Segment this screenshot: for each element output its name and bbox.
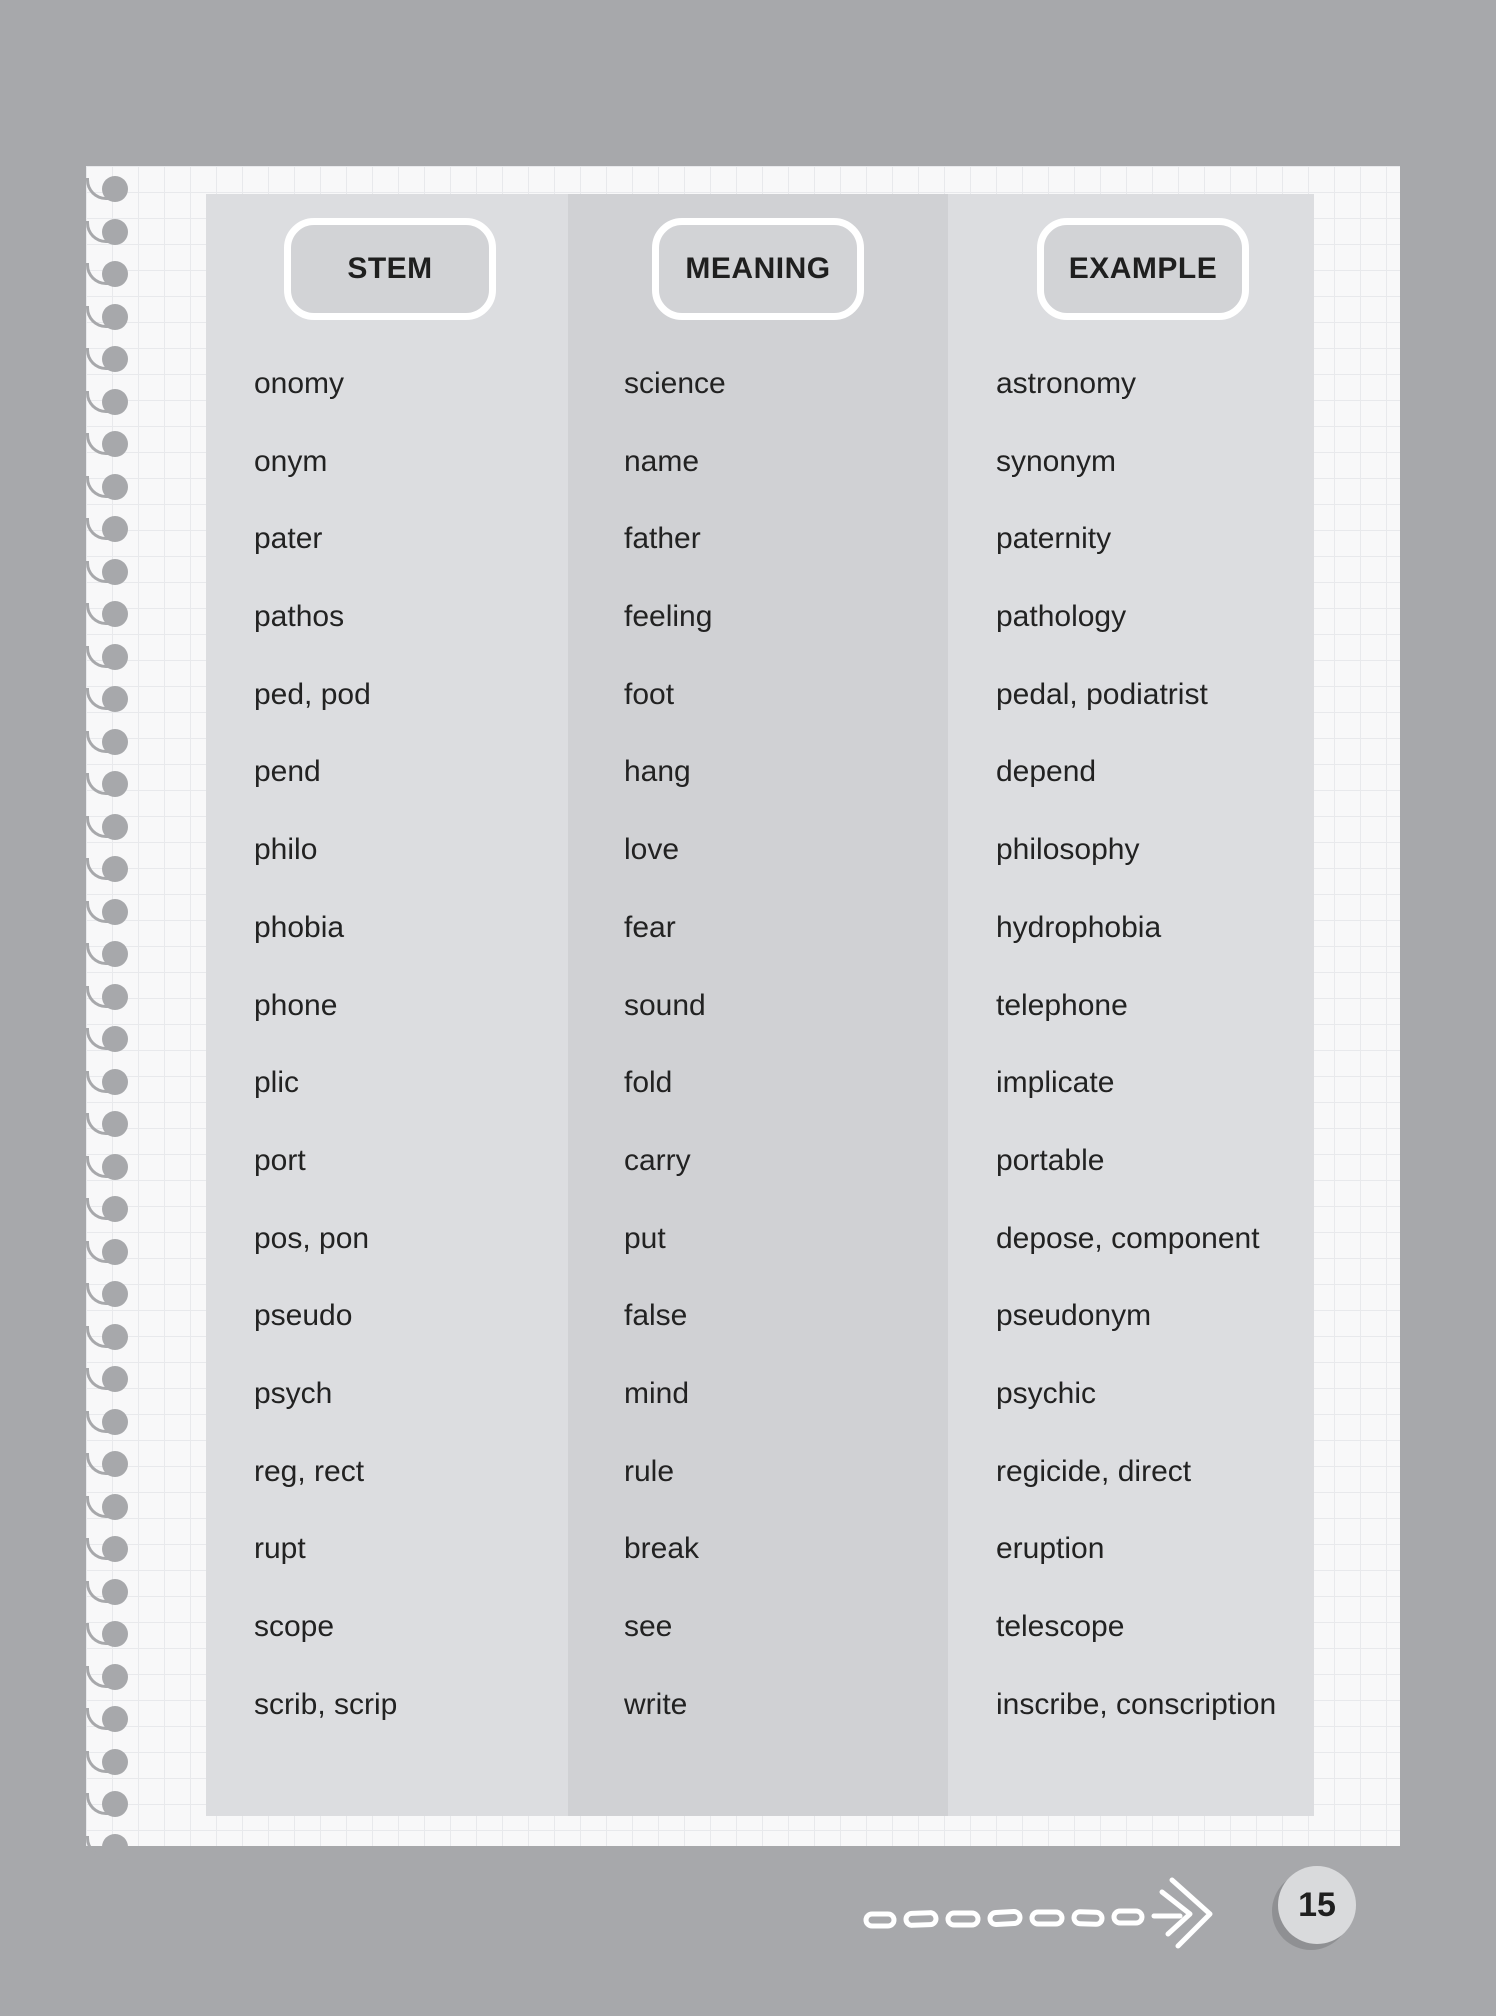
example-cell: inscribe, conscription: [996, 1687, 1277, 1721]
spiral-ring: [86, 984, 126, 1010]
example-cell: depose, component: [996, 1221, 1260, 1255]
spiral-ring: [86, 729, 126, 755]
meaning-cell: foot: [624, 677, 675, 711]
stem-cell: pend: [254, 755, 321, 789]
spiral-ring: [86, 1621, 126, 1647]
meaning-cell: love: [624, 833, 680, 867]
spiral-ring: [86, 1239, 126, 1265]
stem-cell: reg, rect: [254, 1454, 365, 1488]
meaning-cell: feeling: [624, 600, 713, 634]
stem-cell: scrib, scrip: [254, 1687, 398, 1721]
spiral-ring: [86, 559, 126, 585]
meaning-cells: [624, 364, 948, 1762]
meaning-cell: break: [624, 1532, 700, 1566]
meaning-cell: see: [624, 1610, 673, 1643]
stem-cell: plic: [254, 1066, 300, 1100]
spiral-ring: [86, 1111, 126, 1137]
spiral-ring: [86, 1069, 126, 1095]
example-cell: psychic: [996, 1376, 1097, 1410]
example-cell: regicide, direct: [996, 1454, 1192, 1488]
meaning-cell: name: [624, 444, 700, 478]
spiral-ring: [86, 304, 126, 330]
stem-cell: ped, pod: [254, 677, 371, 711]
spiral-ring: [86, 1791, 126, 1817]
spiral-ring: [86, 1664, 126, 1690]
example-cell: implicate: [996, 1066, 1115, 1100]
stem-cell: onomy: [254, 367, 345, 400]
spiral-ring: [86, 1536, 126, 1562]
spiral-ring: [86, 431, 126, 457]
stem-cell: pater: [254, 522, 323, 556]
spiral-ring: [86, 1324, 126, 1350]
spiral-ring: [86, 1834, 126, 1860]
spiral-ring: [86, 601, 126, 627]
meaning-cell: fear: [624, 910, 676, 944]
stem-cell: scope: [254, 1610, 335, 1643]
stem-cell: pseudo: [254, 1299, 353, 1333]
spiral-ring: [86, 1281, 126, 1307]
spiral-ring: [86, 516, 126, 542]
spiral-ring: [86, 1026, 126, 1052]
meaning-cell: father: [624, 522, 701, 556]
stem-cell: pos, pon: [254, 1221, 370, 1255]
spiral-ring: [86, 856, 126, 882]
meaning-cell: write: [624, 1687, 688, 1721]
example-cell: paternity: [996, 522, 1112, 556]
meaning-cell: sound: [624, 988, 706, 1022]
spiral-ring: [86, 771, 126, 797]
spiral-ring: [86, 1409, 126, 1435]
meaning-cell: fold: [624, 1066, 673, 1100]
meaning-cell: false: [624, 1299, 688, 1333]
stem-cell: phone: [254, 988, 338, 1022]
spiral-ring: [86, 1706, 126, 1732]
meaning-header: MEANING: [652, 218, 864, 320]
meaning-cell: rule: [624, 1454, 675, 1488]
example-header: EXAMPLE: [1037, 218, 1249, 320]
spiral-ring: [86, 176, 126, 202]
spiral-ring: [86, 474, 126, 500]
stem-cell: rupt: [254, 1532, 306, 1566]
example-cell: astronomy: [996, 367, 1137, 400]
spiral-ring: [86, 686, 126, 712]
stem-cells: [254, 364, 568, 1762]
meaning-cell: hang: [624, 755, 691, 789]
example-column: [948, 194, 1314, 1816]
spiral-ring: [86, 1451, 126, 1477]
example-cell: portable: [996, 1143, 1105, 1177]
example-cell: philosophy: [996, 833, 1140, 867]
example-cell: synonym: [996, 444, 1117, 478]
example-cell: pedal, podiatrist: [996, 677, 1208, 711]
example-cell: depend: [996, 755, 1097, 789]
meaning-cell: put: [624, 1221, 666, 1255]
page-number-badge: 15: [1278, 1866, 1356, 1944]
spiral-ring: [86, 219, 126, 245]
spiral-ring: [86, 389, 126, 415]
example-cell: eruption: [996, 1532, 1105, 1566]
stem-header: STEM: [284, 218, 496, 320]
spiral-ring: [86, 1366, 126, 1392]
spiral-ring: [86, 1154, 126, 1180]
spiral-ring: [86, 1579, 126, 1605]
example-cell: pseudonym: [996, 1299, 1152, 1333]
example-cell: pathology: [996, 600, 1127, 634]
example-cell: hydrophobia: [996, 910, 1162, 944]
meaning-cell: science: [624, 367, 726, 400]
spiral-ring: [86, 346, 126, 372]
stem-cell: onym: [254, 444, 328, 478]
dashed-arrow-right-icon: [862, 1870, 1230, 1950]
stem-column: [206, 194, 568, 1816]
spiral-ring: [86, 1749, 126, 1775]
spiral-ring: [86, 644, 126, 670]
spiral-ring: [86, 261, 126, 287]
spiral-ring: [86, 1196, 126, 1222]
word-stems-table: [206, 194, 1314, 1816]
spiral-ring: [86, 899, 126, 925]
stem-cell: psych: [254, 1376, 333, 1410]
spiral-ring: [86, 814, 126, 840]
example-cell: telescope: [996, 1610, 1125, 1643]
meaning-column: [568, 194, 948, 1816]
spiral-ring: [86, 941, 126, 967]
meaning-cell: mind: [624, 1376, 690, 1410]
meaning-cell: carry: [624, 1143, 691, 1177]
stem-cell: phobia: [254, 910, 345, 944]
spiral-ring: [86, 1494, 126, 1520]
example-cells: [996, 364, 1314, 1762]
stem-cell: philo: [254, 833, 318, 867]
example-cell: telephone: [996, 988, 1128, 1022]
spiral-binding: [86, 166, 146, 1846]
stem-cell: pathos: [254, 600, 345, 634]
stem-cell: port: [254, 1143, 306, 1177]
